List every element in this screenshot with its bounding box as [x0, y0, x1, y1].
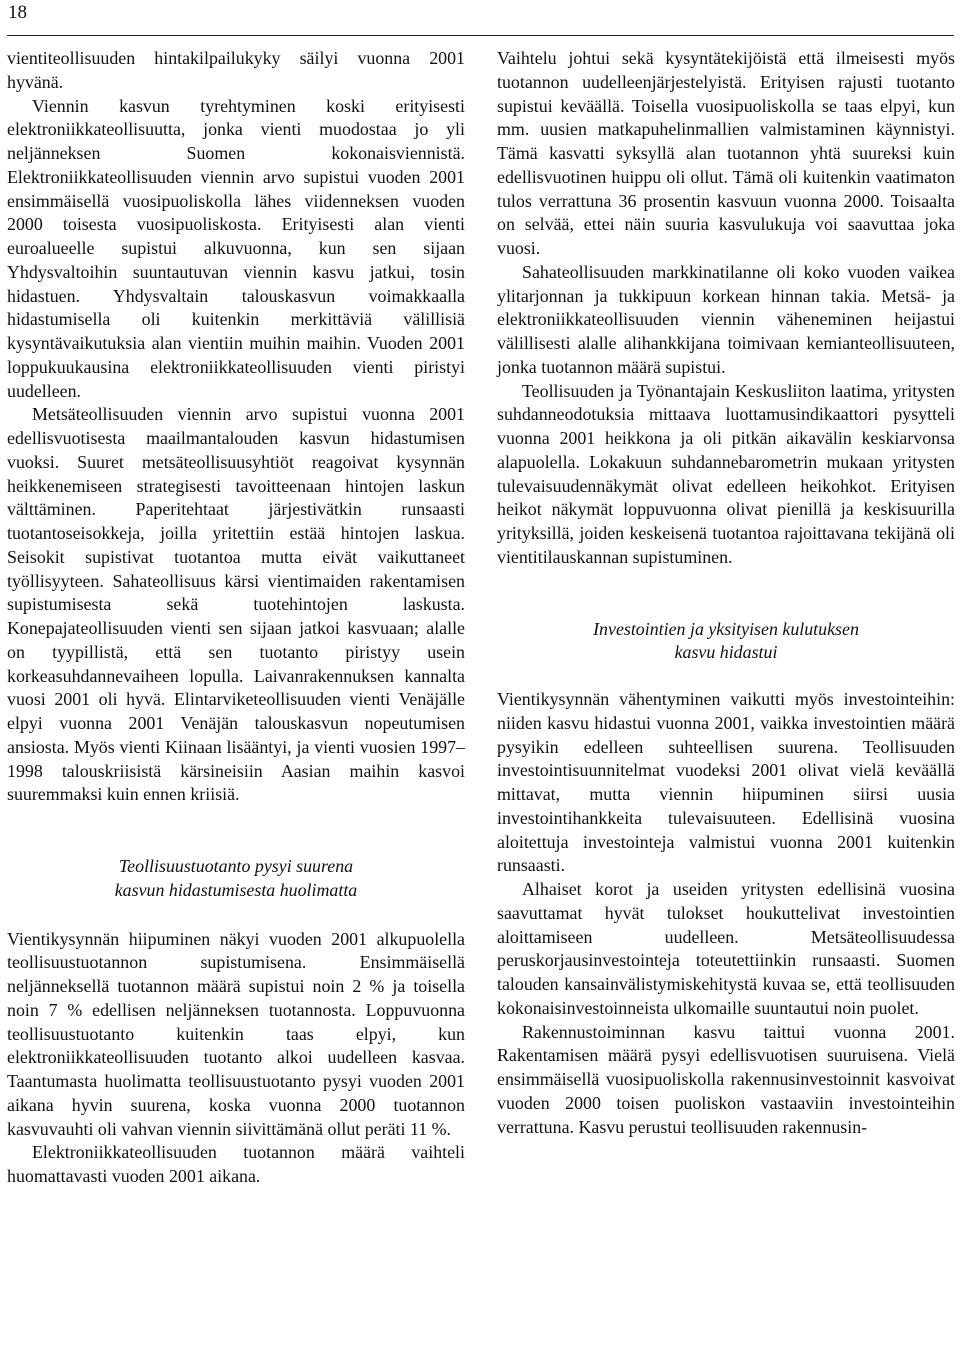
left-paragraph-3: Metsäteollisuuden viennin arvo supistui vuonna 2001 edellisvuotisesta maailmantalouden kasvun hidastumisen vuoksi. Suuret metsäteollisuusyhtiöt reagoivat kysynnän heikkenemiseen strategisesti tavoitteenaan hintojen laskun välttäminen. Paperitehtaat järjestivätkin runsaasti tuotantoseisokkeja, joilla yritettiin estää hintojen laskua. Seisokit supistivat tuotantoa mutta eivät vaikuttaneet työllisyyteen. Sahateollisuus kärsi vientimaiden rakentamisen supistumisesta sekä tuotehintojen laskusta. Konepajateollisuuden vienti sen sijaan jatkoi kasvuaan; alalle on tyypillistä, että sen tuotanto piristyy usein korkeasuhdannevaiheen lopulla. Laivanrakennuksen kannalta vuosi 2001 oli hyvä. Elintarviketeollisuuden vienti Venäjälle elpyi vuonna 2001 Venäjän talouskasvun nopeutumisen ansiosta. Myös vienti Kiinaan lisääntyi, ja vienti vuosien 1997–1998 talouskriisistä kärsineisiin Aasian maihin kasvoi suuremmaksi kuin ennen kriisiä. — [7, 404, 465, 805]
left-paragraph-4: Vientikysynnän hiipuminen näkyi vuoden 2001 alkupuolella teollisuustuotannon supistumisena. Ensimmäisellä neljänneksellä tuotannon määrä supistui noin 2 % ja toisella noin 7 % edellisen neljänneksen tuotannosta. Loppuvuonna teollisuustuotanto kuitenkin taas elpyi, kun elektroniikkateollisuuden tuotanto alkoi uudelleen kasvaa. Taantumasta huolimatta teollisuustuotanto pysyi vuoden 2001 aikana hyvin suurena, koska vuonna 2000 tuotannon kasvuvauhti oli vahvan viennin siivittämänä ollut peräti 11 %. — [7, 928, 465, 1139]
right-paragraph-2: Sahateollisuuden markkinatilanne oli koko vuoden vaikea ylitarjonnan ja tukkipuun korkean hinnan takia. Metsä- ja elektroniikkateollisuuden viennin väheneminen heijastui välillisesti alalle alihankkijana toimivaan kemianteollisuuteen, jonka tuotannon määrä supistui. — [497, 261, 955, 377]
left-paragraph-2: Viennin kasvun tyrehtyminen koski erityisesti elektroniikkateollisuutta, jonka vienti muodostaa jo yli neljänneksen Suomen kokonaisviennistä. Elektroniikkateollisuuden viennin arvo supistui vuoden 2001 ensimmäisellä vuosipuoliskolla lähes viidenneksen vuoden 2000 toisesta vuosipuoliskosta. Erityisesti alan vienti euroalueelle supistui alkuvuonna, kun sen sijaan Yhdysvaltoihin suuntautuvan viennin kasvu jatkui, tosin hidastuen. Yhdysvaltain talouskasvun voimakkaalla hidastumisella oli kuitenkin merkittäviä välillisiä kysyntävaikutuksia alan vientiin muihin maihin. Vuoden 2001 loppukuukausina elektroniikkateollisuuden vienti piristyi uudelleen. — [7, 95, 465, 401]
left-paragraph-5: Elektroniikkateollisuuden tuotannon määrä vaihteli huomattavasti vuoden 2001 aikana. — [7, 1142, 465, 1186]
page-number: 18 — [8, 2, 27, 23]
right-paragraph-1: Vaihtelu johtui sekä kysyntätekijöistä että ilmeisesti myös tuotannon uudelleenjärjestelyistä. Erityisen rajusti tuotanto supistui keväällä. Toisella vuosipuoliskolla se taas elpyi, kun mm. uusien matkapuhelinmallien valmistaminen käynnistyi. Tämä kasvatti syksyllä alan tuotannon yhtä suureksi kuin edellisvuotinen huippu oli ollut. Tämä oli kuitenkin vaatimaton tulos verrattuna 36 prosentin kasvuun vuonna 2000. Toisaalta on selvää, ettei näin suuria kasvulukuja voi saavuttaa joka vuosi. — [497, 48, 955, 258]
right-paragraph-3: Teollisuuden ja Työnantajain Keskusliiton laatima, yritysten suhdanneodotuksia mittaava luottamusindikaattori pysytteli vuonna 2001 heikkona ja oli pitkän aikavälin keskiarvonsa alapuolella. Lokakuun suhdannebarometrin mukaan yritysten tulevaisuudennäkymät olivat edelleen heikohkot. Erityisen heikot näkymät loppuvuonna olivat pienillä ja keskisuurilla yrityksillä, joiden keskeisenä tuotantoa rajoittavana tekijänä oli vientitilauskannan supistuminen. — [497, 380, 955, 567]
section-heading-line-1: Investointien ja yksityisen kulutuksen — [593, 618, 859, 639]
right-paragraph-5: Alhaiset korot ja useiden yritysten edellisinä vuosina saavuttamat hyvät tulokset houkuttelivat investointien aloittamiseen uudelleen. Metsäteollisuudessa peruskorjausinvestointeja toteutettiinkin runsaasti. Suomen talouden kansainvälistymiskehitystä kuvaa se, että teollisuuden kokonaisinvestoinneista ulkomaille suuntautui noin puolet. — [497, 879, 955, 1018]
left-column — [7, 47, 465, 1189]
left-paragraph-1: vientiteollisuuden hintakilpailukyky säilyi vuonna 2001 hyvänä. — [7, 48, 465, 92]
section-heading-industrial-production — [7, 855, 465, 903]
section-heading-investments — [497, 618, 955, 666]
section-heading-line-1: Teollisuustuotanto pysyi suurena — [118, 856, 354, 876]
right-paragraph-4: Vientikysynnän vähentyminen vaikutti myös investointeihin: niiden kasvu hidastui vuonna 2001, vaikka investointien määrä pysyikin edelleen suhteellisen suurena. Teollisuuden investointisuunnitelmat vuodeksi 2001 olivat vielä keväällä mittavat, mutta viennin hiipuminen siirsi uusia investointihankkeita tulevaisuuteen. Edellisinä vuosina aloitettuja investointeja valmistui vuonna 2001 kuitenkin runsaasti. — [497, 689, 955, 876]
header-rule — [7, 35, 954, 36]
section-heading-line-2: kasvun hidastumisesta huolimatta — [114, 879, 358, 900]
right-paragraph-6: Rakennustoiminnan kasvu taittui vuonna 2001. Rakentamisen määrä pysyi edellisvuotisen suuruisena. Vielä ensimmäisellä vuosipuoliskolla rakennusinvestoinnit kasvoivat vuoden 2000 toisen puoliskon vastaaviin investointeihin verrattuna. Kasvu perustui teollisuuden rakennusin- — [497, 1021, 955, 1137]
section-heading-line-2: kasvu hidastui — [674, 642, 778, 663]
right-column — [497, 47, 955, 1139]
